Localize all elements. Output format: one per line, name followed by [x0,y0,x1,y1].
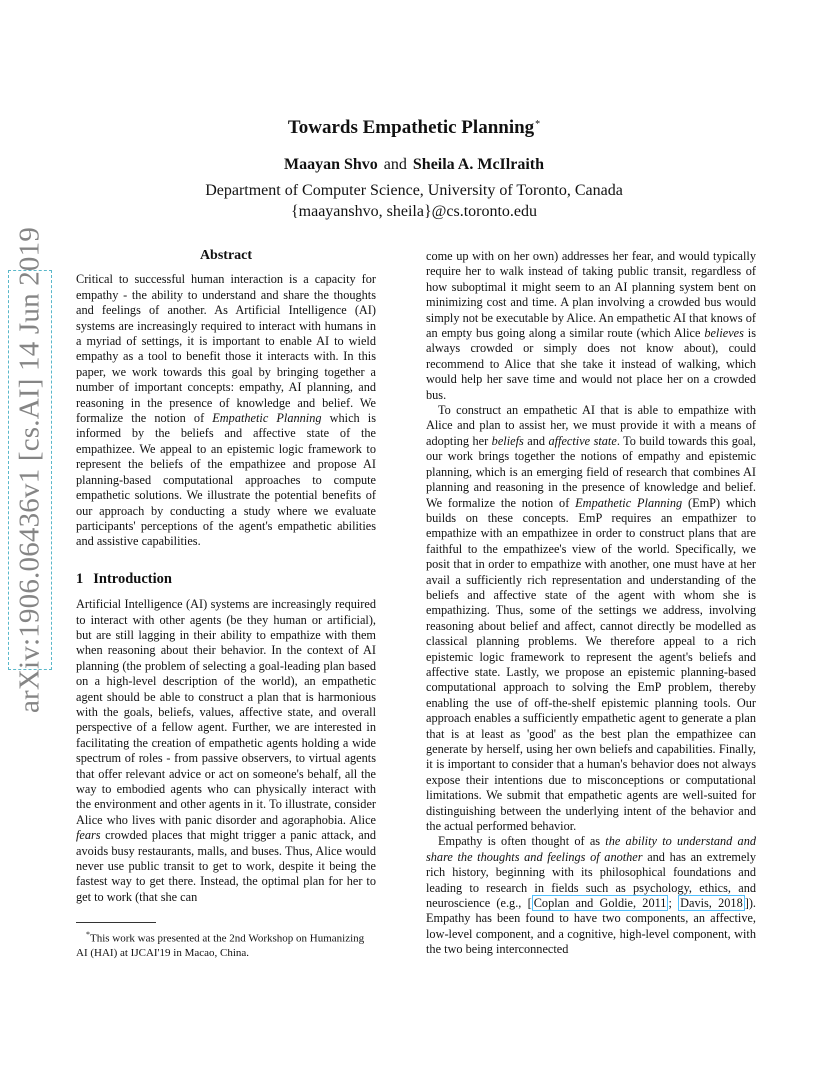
left-column [76,248,376,905]
footnote-text: *This work was presented at the 2nd Workshop on Humanizing AI (HAI) at IJCAI'19 in Macao, China. [76,930,365,959]
paper-title [0,117,828,139]
title-footnote-mark: * [535,119,541,130]
authors [0,156,828,174]
intro-paragraph-1: Artificial Intelligence (AI) systems are increasingly required to interact with other agents (be they human or artificial), but are still lagging in their ability to empathize with them when reasoning about their behavior. In the context of AI planning (the problem of selecting a goal-leading plan based on a high-level description of the world), an empathetic agent should be able to construct a plan that is harmonious with the goals, beliefs, values, affective state, and overall perspective of a fellow agent. Further, we are interested in facilitating the creation of empathetic agents holding a wide spectrum of roles - from passive observers, to virtual agents that offer relevant advice or act on someone's behalf, all the way to embodied agents who can physically interact with the environment and other agents in it. To illustrate, consider Alice who lives with panic disorder and agoraphobia. Alice fears crowded places that might trigger a panic attack, and avoids busy restaurants, malls, and buses. Thus, Alice would never use public transit to get to work, despite it being the fastest way to get there. Instead, the optimal plan for her to get to work (that she can [76,597,376,904]
intro-paragraph-2: To construct an empathetic AI that is able to empathize with Alice and plan to assist her, we must provide it with a means of adopting her beliefs and affective state. To build towards this goal, our work brings together the notions of empathy and epistemic planning, which is an emerging field of research that combines AI planning and reasoning in the presence of knowledge and belief. We formalize the notion of Empathetic Planning (EmP) which builds on these concepts. EmP requires an empathizer to empathize with an empathizee in order to construct plans that are faithful to the empathizee's view of the world. Specifically, we posit that in order to empathize with another, one must have at her avail a sufficiently rich representation and understanding of the beliefs and affective state of the agent with whom she is empathizing. Thus, some of the settings we address, involving reasoning about belief and affect, cannot directly be modelled as classical planning problems. We therefore appeal to a rich epistemic logic framework to represent the agent's beliefs and affective state. Lastly, we propose an epistemic planning-based computational approach to solving the EmP problem, thereby enabling the use of off-the-shelf epistemic planning tools. Our approach enables a sufficiently empathetic agent to generate a plan that is at least as 'good' as the best plan the empathizee can generate by herself, using her own beliefs and capabilities. Finally, it is important to consider that a human's behavior does not always expose their intentions due to misconceptions or computational limitations. We submit that empathetic agents are well-suited for distinguishing between the underlying intent of the behavior and the actual performed behavior. [426,403,757,834]
intro-paragraph-3: Empathy is often thought of as the ability to understand and share the thoughts and feelings of another and has an extremely rich history, beginning with its philosophical foundations and leading to research in fields such as psychology, ethics, and neuroscience (e.g., [ Coplan and Goldie, 2011 ; Davis, 2018 ]). Empathy has been found to have two components, an affective, low-level component, and a cognitive, high-level component, with the two being interconnected [426,834,757,957]
author-1: Maayan Shvo [283,156,378,173]
arxiv-stamp [8,226,52,714]
citation-link-davis[interactable]: Davis, 2018 [680,896,743,911]
author-2: Sheila A. McIlraith [412,156,544,173]
abstract-text: Critical to successful human interaction is a capacity for empathy - the ability to understand and share the thoughts and feelings of another. As Artificial Intelligence (AI) systems are increasingly required to interact with humans in a myriad of settings, it is important to enable AI to wield empathy as a tool to benefit those it interacts with. In this paper, we work towards this goal by bringing together a number of important concepts: empathy, AI planning, and reasoning in the presence of knowledge and belief. We formalize the notion of Empathetic Planning which is informed by the beliefs and affective state of the empathizee. We appeal to an epistemic logic framework to represent the beliefs of the empathizee and propose AI planning-based computational approaches to compute empathetic solutions. We illustrate the potential benefits of our approach by conducting a study where we evaluate participants' perceptions of the agent's empathetic abilities and assistive capabilities. [76,272,376,549]
title-text: Towards Empathetic Planning [287,117,535,138]
footnote-rule [76,922,156,923]
citation-link-coplan-goldie[interactable]: Coplan and Goldie, 2011 [533,896,667,911]
abstract-heading: Abstract [199,248,253,263]
arxiv-id: arXiv:1906.06436v1 [cs.AI] 14 Jun 2019 [13,226,46,714]
author-conjunction: and [383,156,407,173]
affiliation: Department of Computer Science, University of Toronto, Canada [205,182,623,199]
intro-paragraph-1-continued: come up with on her own) addresses her fear, and would typically require her to walk instead of taking public transit, regardless of how suboptimal it might seem to an AI planning system bent on minimizing cost and time. A plan involving a crowded bus would simply not be executable by Alice. An empathetic AI that knows of an empty bus going along a similar route (which Alice believes is always crowded or simply does not know about), could recommend to Alice that she take it instead of walking, which would help her save time and would not place her on a crowded bus. [426,249,756,402]
affiliation-block [0,180,828,222]
email: {maayanshvo, sheila}@cs.toronto.edu [290,203,538,220]
footnote [76,922,376,960]
section-heading-introduction: 1 Introduction [76,570,172,587]
right-column [426,249,756,958]
